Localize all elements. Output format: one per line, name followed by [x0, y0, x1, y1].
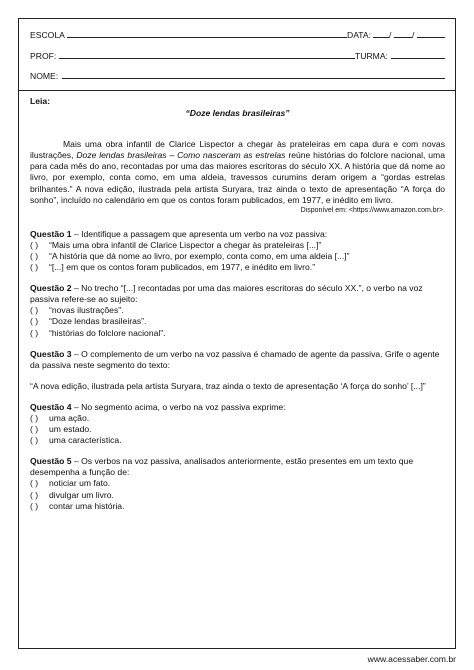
question-1-option-a[interactable] — [30, 240, 445, 251]
question-3-label: Questão 3 — [30, 348, 72, 359]
option-text: divulgar um livro. — [49, 489, 114, 500]
checkbox[interactable]: ( ) — [30, 327, 39, 338]
question-1-label: Questão 1 — [30, 228, 72, 239]
question-5-option-b[interactable] — [30, 490, 445, 501]
prof-line — [30, 51, 445, 61]
checkbox[interactable]: ( ) — [30, 478, 39, 489]
escola-line — [30, 30, 445, 40]
option-text: “[...] em que os contos foram publicados, em 1977, e inédito em livro.” — [49, 262, 316, 273]
question-1-text: – Identifique a passagem que apresenta um verbo na voz passiva: — [71, 228, 328, 239]
question-5-label: Questão 5 — [30, 456, 72, 467]
question-1 — [30, 229, 445, 273]
question-4 — [30, 402, 445, 446]
text-title: “Doze lendas brasileiras” — [185, 108, 290, 119]
header — [19, 19, 455, 91]
question-3 — [30, 349, 445, 392]
question-5-option-a[interactable] — [30, 478, 445, 489]
leia-label: Leia: — [30, 96, 51, 106]
question-2-label: Questão 2 — [30, 283, 72, 294]
option-text: “Doze lendas brasileiras”. — [49, 316, 147, 327]
checkbox[interactable]: ( ) — [30, 489, 39, 500]
source-citation: Disponível em: <https://www.amazon.com.br>. — [300, 206, 445, 214]
option-text: uma característica. — [49, 435, 122, 446]
option-text: “novas ilustrações”. — [49, 305, 124, 316]
option-text: “histórias do folclore nacional”. — [49, 327, 166, 338]
option-text: contar uma história. — [49, 500, 125, 511]
prof-label: PROF: — [30, 51, 57, 61]
question-4-text: – No segmento acima, o verbo na voz passiva exprime: — [71, 401, 286, 412]
checkbox[interactable]: ( ) — [30, 435, 39, 446]
book-title-italic: Doze lendas brasileiras – Como nasceram as estrelas — [76, 150, 286, 161]
checkbox[interactable]: ( ) — [30, 305, 39, 316]
question-4-label: Questão 4 — [30, 401, 72, 412]
content — [30, 96, 445, 512]
question-2-option-a[interactable] — [30, 305, 445, 316]
question-3-prompt — [30, 349, 445, 371]
prof-field[interactable] — [59, 58, 355, 59]
question-4-option-b[interactable] — [30, 424, 445, 435]
nome-line — [30, 71, 445, 81]
question-3-quote[interactable]: “A nova edição, ilustrada pela artista Suryara, traz ainda o texto de apresentação ‘A força do sonho’ [...]” — [30, 380, 426, 391]
checkbox[interactable]: ( ) — [30, 412, 39, 423]
question-5-text: – Os verbos na voz passiva, analisados anteriormente, estão presentes em um texto que desempenha a função de: — [30, 456, 414, 478]
question-5-prompt — [30, 456, 445, 478]
option-text: noticiar um fato. — [49, 478, 111, 489]
question-2 — [30, 283, 445, 338]
question-4-prompt — [30, 402, 445, 413]
question-3-text: – O complemento de um verbo na voz passiva é chamado de agente da passiva. Grife o agente da passiva neste segmento do texto: — [30, 348, 440, 370]
option-text: um estado. — [49, 424, 92, 435]
option-text: “Mais uma obra infantil de Clarice Lispector a chegar às prateleiras [...]” — [49, 239, 322, 250]
question-1-option-c[interactable] — [30, 262, 445, 273]
question-2-text: – No trecho “[...] recontadas por uma das maiores escritoras do século XX.”, o verbo na voz passiva refere-se ao sujeito: — [30, 283, 423, 305]
question-4-option-a[interactable] — [30, 413, 445, 424]
escola-field[interactable] — [67, 37, 347, 38]
date-separator-1: / — [389, 30, 392, 40]
question-1-option-b[interactable] — [30, 251, 445, 262]
question-4-option-c[interactable] — [30, 435, 445, 446]
nome-field[interactable] — [62, 78, 445, 79]
checkbox[interactable]: ( ) — [30, 424, 39, 435]
reading-paragraph — [30, 139, 445, 206]
nome-label: NOME: — [30, 71, 59, 81]
date-separator-2: / — [412, 30, 415, 40]
option-text: “A história que dá nome ao livro, por exemplo, conta como, em uma aldeia [...]” — [49, 250, 350, 261]
option-text: uma ação. — [49, 412, 90, 423]
escola-label: ESCOLA — [30, 30, 65, 40]
question-2-option-b[interactable] — [30, 316, 445, 327]
day-field[interactable] — [373, 37, 389, 38]
question-5 — [30, 456, 445, 511]
question-2-option-c[interactable] — [30, 328, 445, 339]
checkbox[interactable]: ( ) — [30, 316, 39, 327]
paragraph-part-1: Mais uma obra infantil de Clarice Lispector a chegar às prateleiras em capa dura e com novas ilustrações, — [30, 139, 445, 161]
turma-field[interactable] — [391, 58, 445, 59]
checkbox[interactable]: ( ) — [30, 250, 39, 261]
checkbox[interactable]: ( ) — [30, 239, 39, 250]
footer-url[interactable]: www.acessaber.com.br — [367, 654, 456, 664]
month-field[interactable] — [394, 37, 412, 38]
question-5-option-c[interactable] — [30, 501, 445, 512]
turma-label: TURMA: — [355, 51, 388, 61]
year-field[interactable] — [417, 37, 445, 38]
question-1-prompt — [30, 229, 445, 240]
paragraph-part-2: reúne histórias do folclore nacional, uma para cada mês do ano, recontadas por uma das maiores escritoras do século XX. A história que dá nome ao livro, por exemplo, conta como, em uma aldeia, travessos curumins deram origem a “gordas estrelas brilhantes.” A nova edição, ilustrada pela artista Suryara, traz ainda o texto de apresentação “A força do sonho”, incluído no calendário em que os contos foram publicados, em 1977, e inédito em livro. — [30, 150, 445, 205]
data-label: DATA: — [347, 30, 372, 40]
worksheet — [18, 18, 456, 649]
question-2-prompt — [30, 283, 445, 305]
checkbox[interactable]: ( ) — [30, 262, 39, 273]
checkbox[interactable]: ( ) — [30, 500, 39, 511]
